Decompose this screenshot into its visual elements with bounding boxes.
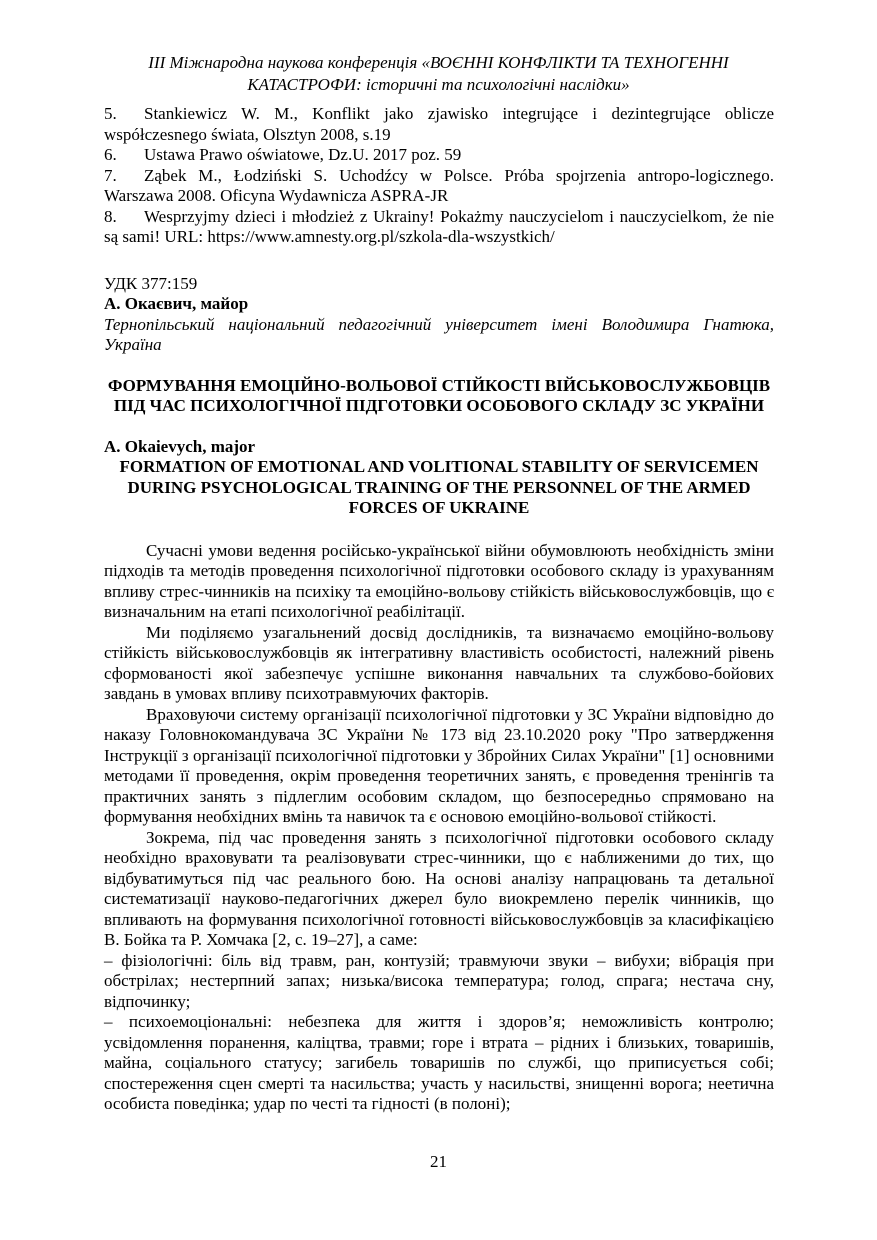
reference-item [104,166,774,207]
reference-number: 6. [104,145,117,164]
page-number: 21 [430,1152,447,1171]
body-paragraph: Сучасні умови ведення російсько-української війни обумовлюють необхідність зміни підходів та методів проведення психологічної підготовки особового складу із урахуванням впливу стрес-чинників на психіку та емоційно-вольову стійкість військовослужбовців, що є визначальним на етапі психологічної реабілітації. [104,540,774,621]
reference-text: Wesprzyjmy dzieci i młodzież z Ukrainy! Pokażmy nauczycielom i nauczycielkom, że nie są sami! URL: https://www.amnesty.org.pl/szkola-dla-wszystkich/ [104,206,774,246]
body-paragraph: Враховуючи систему організації психологічної підготовки у ЗС України відповідно до наказу Головнокомандувача ЗС України № 173 від 23.10.2020 року "Про затвердження Інструкції з організації психологічної підготовки у Збройних Силах України" [1] основними методами її проведення, окрім проведення теоретичних занять, є проведення тренінгів та практичних занять з підлеглим особовим складом, що безпосередньо спрямовано на формування необхідних вмінь та навичок та є основою емоційно-вольової стійкості. [104,704,774,826]
body-paragraph: Зокрема, під час проведення занять з психологічної підготовки особового складу необхідно враховувати та реалізовувати стрес-чинники, що є наближеними до тих, що відбуватимуться під час реального бою. На основі аналізу напрацювань та детальної систематизації науково-педагогічних джерел було виокремлено перелік чинників, що впливають на формування психологічної готовності військовослужбовців за класифікацією В. Бойка та Р. Хомчака [2, с. 19–27], а саме: [104,827,774,949]
body-paragraph: Ми поділяємо узагальнений досвід дослідників, та визначаємо емоційно-вольову стійкість військовослужбовців як інтегративну властивість особистості, належний рівень сформованості якої забезпечує успішне виконання навчальних та службово-бойових завдань в умовах впливу психотравмуючих факторів. [104,622,774,703]
reference-number: 7. [104,165,117,185]
reference-text: Stankiewicz W. M., Konflikt jako zjawisko integrujące i dezintegrujące oblicze współczesnego świata, Olsztyn 2008, s.19 [104,104,774,144]
article-body [104,541,774,1115]
reference-number: 5. [104,104,117,123]
article-title-ua: ФОРМУВАННЯ ЕМОЦІЙНО-ВОЛЬОВОЇ СТІЙКОСТІ ВІЙСЬКОВОСЛУЖБОВЦІВ ПІД ЧАС ПСИХОЛОГІЧНОЇ ПІДГОТОВКИ ОСОБОВОГО СКЛАДУ ЗС УКРАЇНИ [107,375,771,415]
author-affiliation: Тернопільський національний педагогічний університет імені Володимира Гнатюка, Україна [104,314,774,354]
running-header: ІІІ Міжнародна наукова конференція «ВОЄННІ КОНФЛІКТИ ТА ТЕХНОГЕННІ КАТАСТРОФИ: історичні та психологічні наслідки» [148,53,729,94]
reference-text: Ząbek M., Łodziński S. Uchodźcy w Polsce. Próba spojrzenia antropo-logicznego. Warszawa 2008. Oficyna Wydawnicza ASPRA-JR [104,165,774,205]
reference-text: Ustawa Prawo oświatowe, Dz.U. 2017 poz. 59 [144,145,462,164]
page-content [104,104,774,1115]
reference-number: 8. [104,206,117,226]
author-en: A. Okaievych, major [104,436,256,456]
reference-list [104,104,774,248]
article-title-en: FORMATION OF EMOTIONAL AND VOLITIONAL STABILITY OF SERVICEMEN DURING PSYCHOLOGICAL TRAINING OF THE PERSONNEL OF THE ARMED FORCES OF UKRAINE [119,457,759,517]
factor-list-item: – фізіологічні: біль від травм, ран, контузій; травмуючи звуки – вибухи; вібрація при обстрілах; нестерпний запах; низька/висока температура; голод, спрага; нестача сну, відпочинку; [104,950,774,1011]
reference-item [104,145,774,166]
factor-list-item: – психоемоціональні: небезпека для життя і здоров’я; неможливість контролю; усвідомлення поранення, каліцтва, травми; горе і втрата – рідних і близьких, товаришів, майна, соціального статусу; загибель товаришів по службі, що приписується собі; спостереження сцен смерті та насильства; участь у насильстві, знищенні ворога; неетична особиста поведінка; удар по честі та гідності (в полоні); [104,1012,774,1113]
udk-code: УДК 377:159 [104,273,198,293]
reference-item [104,104,774,145]
reference-item [104,207,774,248]
author-ua: А. Окаєвич, майор [104,294,249,313]
